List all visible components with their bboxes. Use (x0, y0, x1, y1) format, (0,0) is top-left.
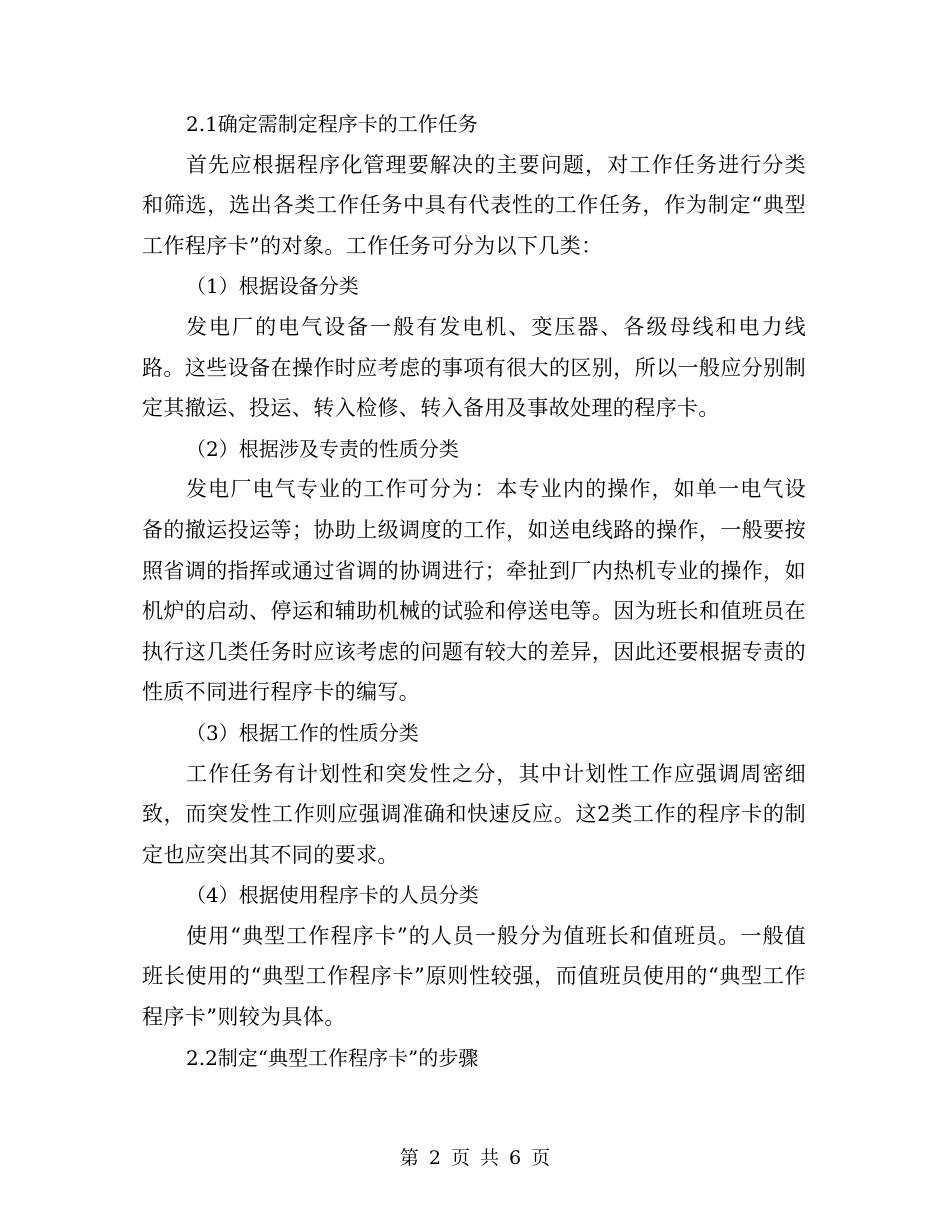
paragraph-by-work-nature: 工作任务有计划性和突发性之分，其中计划性工作应强调周密细致，而突发性工作则应强调准确和快速反应。这2类工作的程序卡的制定也应突出其不同的要求。 (142, 761, 806, 867)
section-heading-2-1: 2.1确定需制定程序卡的工作任务 (186, 112, 478, 136)
paragraph-by-equipment: 发电厂的电气设备一般有发电机、变压器、各级母线和电力线路。这些设备在操作时应考虑的事项有很大的区别，所以一般应分别制定其撤运、投运、转入检修、转入备用及事故处理的程序卡。 (142, 314, 806, 421)
subheading-by-personnel: （4）根据使用程序卡的人员分类 (186, 883, 479, 908)
subheading-by-equipment: （1）根据设备分类 (186, 274, 359, 299)
page-number-footer: 第 2 页 共 6 页 (399, 1147, 551, 1169)
paragraph-by-responsibility: 发电厂电气专业的工作可分为：本专业内的操作，如单一电气设备的撤运投运等；协助上级调度的工作，如送电线路的操作，一般要按照省调的指挥或通过省调的协调进行；牵扯到厂内热机专业的操作，如机炉的启动、停运和辅助机械的试验和停送电等。因为班长和值班员在执行这几类任务时应该考虑的问题有较大的差异，因此还要根据专责的性质不同进行程序卡的编写。 (142, 477, 806, 705)
subheading-by-work-nature: （3）根据工作的性质分类 (186, 720, 419, 745)
section-heading-2-2: 2.2制定“典型工作程序卡”的步骤 (186, 1045, 479, 1070)
paragraph-by-personnel: 使用“典型工作程序卡”的人员一般分为值班长和值班员。一般值班长使用的“典型工作程序卡”原则性较强，而值班员使用的“典型工作程序卡”则较为具体。 (142, 923, 806, 1030)
subheading-by-responsibility: （2）根据涉及专责的性质分类 (186, 436, 459, 461)
paragraph-task-classification-intro: 首先应根据程序化管理要解决的主要问题，对工作任务进行分类和筛选，选出各类工作任务中具有代表性的工作任务，作为制定“典型工作程序卡”的对象。工作任务可分为以下几类： (142, 152, 806, 258)
document-body (142, 104, 806, 1078)
